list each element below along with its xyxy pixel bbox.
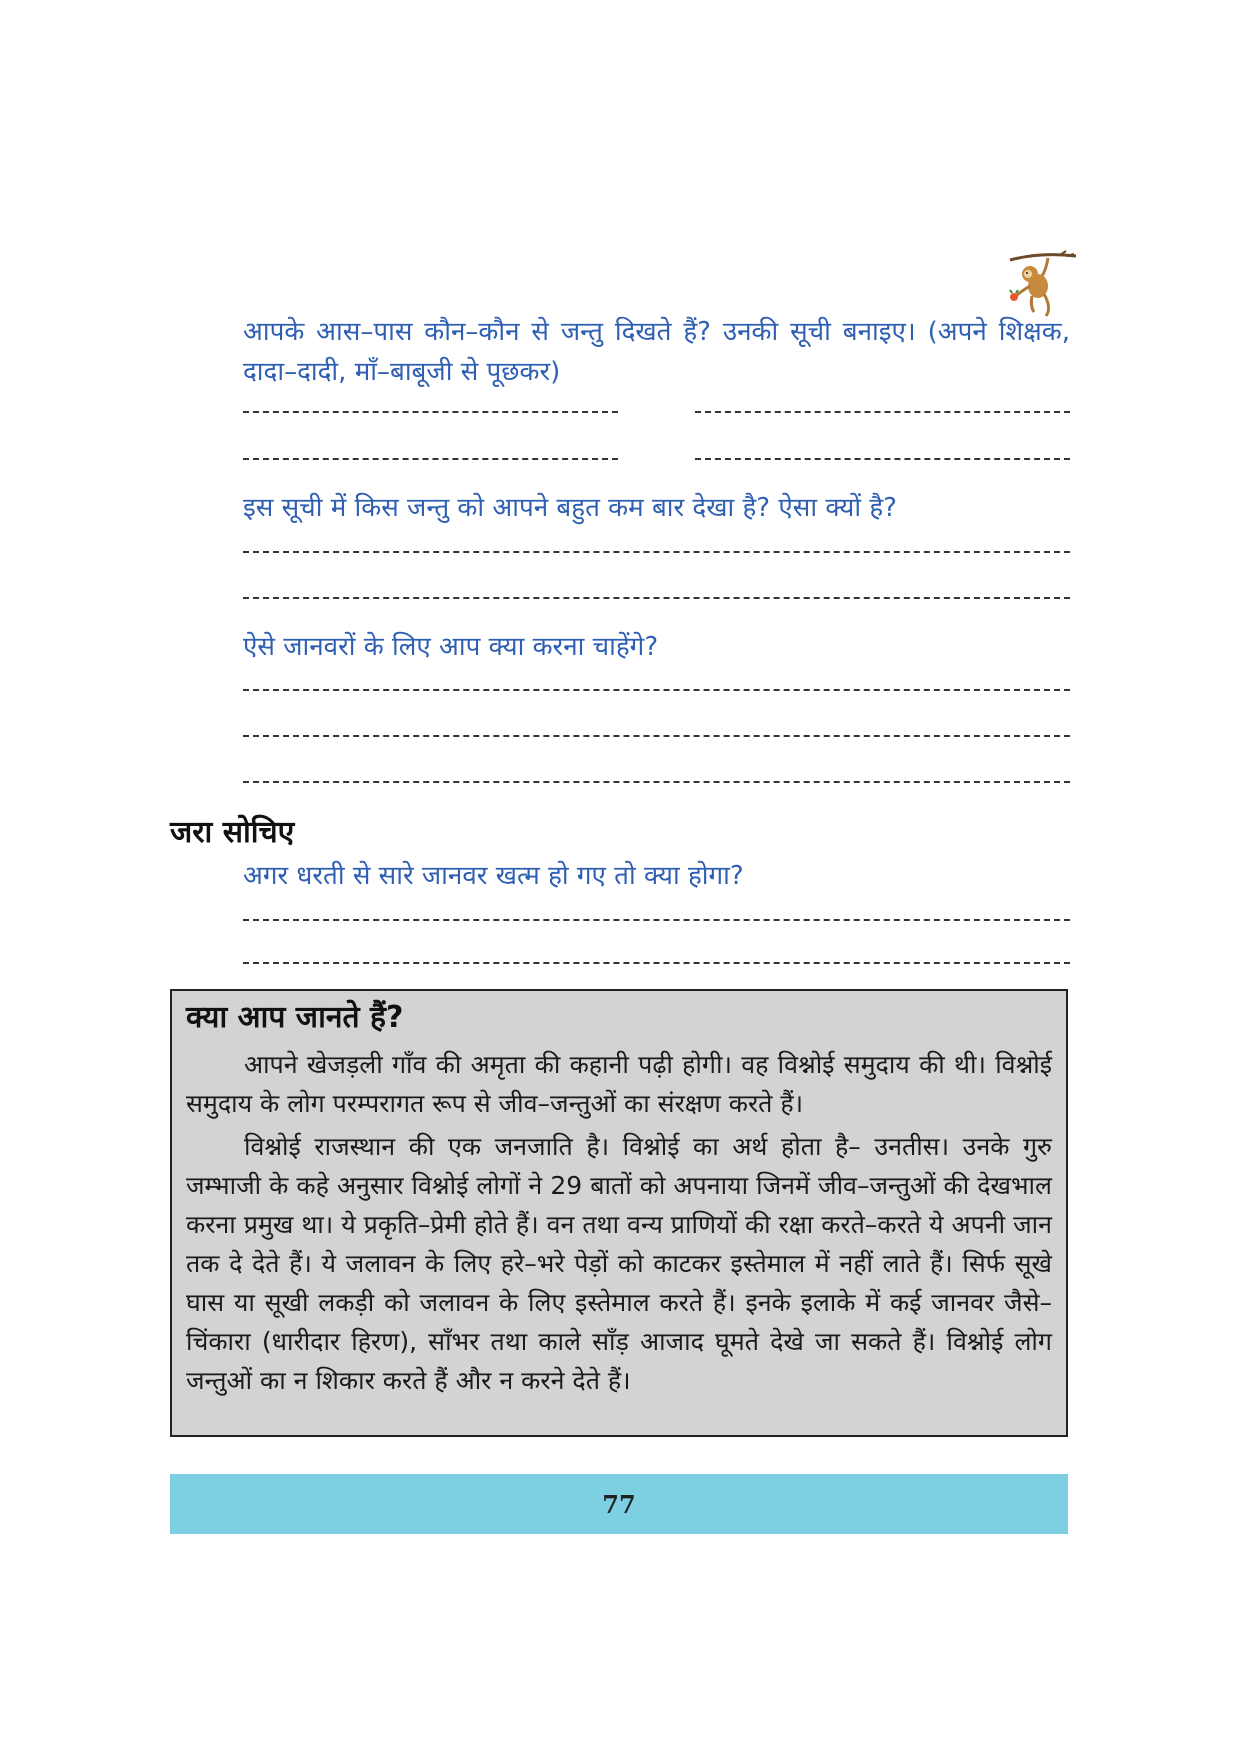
answer-line[interactable] bbox=[243, 781, 1070, 783]
answer-line[interactable] bbox=[243, 962, 1070, 964]
answer-line[interactable] bbox=[243, 735, 1070, 737]
question-4: अगर धरती से सारे जानवर खत्म हो गए तो क्या होगा? bbox=[243, 861, 744, 891]
answer-line[interactable] bbox=[243, 689, 1070, 691]
section-heading-think: जरा सोचिए bbox=[170, 815, 295, 850]
question-3: ऐसे जानवरों के लिए आप क्या करना चाहेंगे? bbox=[243, 632, 659, 662]
answer-line[interactable] bbox=[243, 551, 1070, 553]
page-number: 77 bbox=[602, 1489, 636, 1519]
answer-line[interactable] bbox=[243, 919, 1070, 921]
info-box-title: क्या आप जानते हैं? bbox=[186, 1000, 404, 1035]
answer-line[interactable] bbox=[243, 458, 618, 460]
info-paragraph: विश्नोई राजस्थान की एक जनजाति है। विश्नोई का अर्थ होता है– उनतीस। उनके गुरु जम्भाजी के कहे अनुसार विश्नोई लोगों ने 29 बातों को अपनाया जिनमें जीव–जन्तुओं की देखभाल करना प्रमुख था। ये प्रकृति–प्रेमी होते हैं। वन तथा वन्य प्राणियों की रक्षा करते–करते ये अपनी जान तक दे देते हैं। ये जलावन के लिए हरे–भरे पेड़ों को काटकर इस्तेमाल में नहीं लाते हैं। सिर्फ सूखे घास या सूखी लकड़ी को जलावन के लिए इस्तेमाल करते हैं। इनके इलाके में कई जानवर जैसे– चिंकारा (धारीदार हिरण), साँभर तथा काले साँड़ आजाद घूमते देखे जा सकते हैं। विश्नोई लोग जन्तुओं का न शिकार करते हैं और न करने देते हैं। bbox=[186, 1132, 1052, 1395]
question-1: आपके आस–पास कौन–कौन से जन्तु दिखते हैं? उनकी सूची बनाइए। (अपने शिक्षक, दादा–दादी, माँ–बाबूजी से पूछकर) bbox=[243, 317, 1070, 387]
footer-bar bbox=[170, 1474, 1068, 1534]
answer-line[interactable] bbox=[243, 597, 1070, 599]
did-you-know-box bbox=[170, 989, 1068, 1437]
answer-line[interactable] bbox=[695, 458, 1070, 460]
info-paragraph: आपने खेजड़ली गाँव की अमृता की कहानी पढ़ी होगी। वह विश्नोई समुदाय की थी। विश्नोई समुदाय के लोग परम्परागत रूप से जीव–जन्तुओं का संरक्षण करते हैं। bbox=[186, 1050, 1052, 1118]
answer-line[interactable] bbox=[695, 411, 1070, 413]
answer-line[interactable] bbox=[243, 411, 618, 413]
question-2: इस सूची में किस जन्तु को आपने बहुत कम बार देखा है? ऐसा क्यों है? bbox=[243, 493, 897, 523]
monkey-hanging-icon bbox=[1000, 250, 1078, 320]
